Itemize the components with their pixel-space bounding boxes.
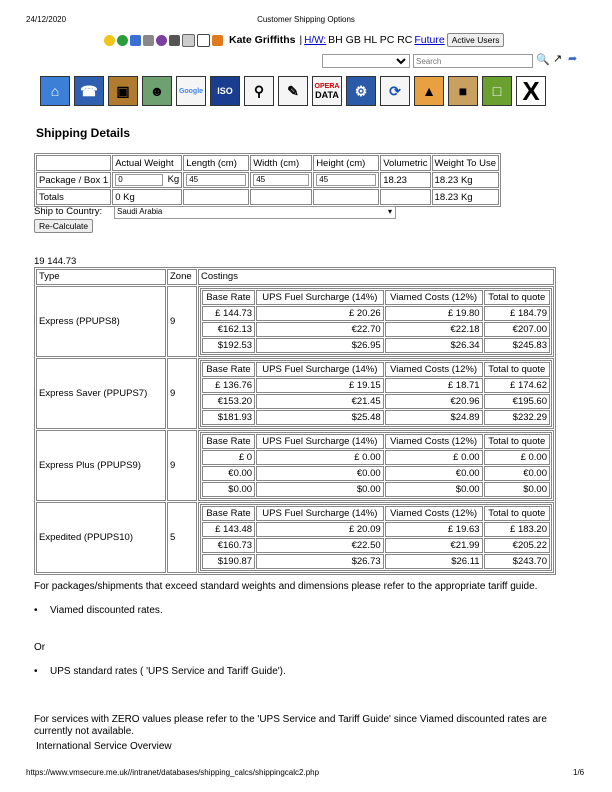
recalculate-button[interactable]: Re-Calculate bbox=[34, 219, 93, 233]
refresh-icon[interactable]: ⟳ bbox=[380, 76, 410, 106]
costing-value: €205.22 bbox=[484, 538, 550, 553]
service-type: Express Plus (PPUPS9) bbox=[36, 430, 166, 501]
package-icon[interactable] bbox=[212, 35, 223, 46]
costing-value: £ 184.79 bbox=[484, 306, 550, 321]
costing-value: €20.96 bbox=[385, 394, 483, 409]
close-icon[interactable]: X bbox=[516, 76, 546, 106]
service-row bbox=[36, 286, 554, 357]
costing-value: $192.53 bbox=[202, 338, 255, 353]
service-overview-heading: International Service Overview bbox=[36, 741, 172, 752]
costing-value: £ 19.15 bbox=[256, 378, 384, 393]
costing-value: €0.00 bbox=[484, 466, 550, 481]
book-icon[interactable]: □ bbox=[482, 76, 512, 106]
costing-header: Base Rate bbox=[202, 290, 255, 305]
costing-value: $26.73 bbox=[256, 554, 384, 569]
summary-line: 19 144.73 bbox=[34, 256, 77, 267]
costing-value: $24.89 bbox=[385, 410, 483, 425]
header-cell: Actual Weight bbox=[112, 155, 182, 171]
cost-table bbox=[34, 267, 556, 575]
bullet-ups: • UPS standard rates ( 'UPS Service and Tariff Guide'). bbox=[50, 666, 286, 677]
costing-value: €207.00 bbox=[484, 322, 550, 337]
weight-cell bbox=[112, 172, 182, 188]
user-name: Kate Griffiths bbox=[229, 34, 296, 46]
print-url: https://www.vmsecure.me.uk//intranet/databases/shipping_calcs/shippingcalc2.php bbox=[26, 768, 320, 777]
costing-header: Viamed Costs (12%) bbox=[385, 434, 483, 449]
site-codes: BH GB HL PC RC bbox=[328, 34, 413, 46]
volumetric-value: 18.23 bbox=[380, 172, 430, 188]
main-toolbar bbox=[40, 76, 546, 106]
weight-to-use-value: 18.23 Kg bbox=[432, 172, 499, 188]
costing-value: €160.73 bbox=[202, 538, 255, 553]
costing-header: UPS Fuel Surcharge (14%) bbox=[256, 506, 384, 521]
service-row bbox=[36, 502, 554, 573]
globe-icon[interactable] bbox=[117, 35, 128, 46]
costing-value: £ 20.09 bbox=[256, 522, 384, 537]
google-icon[interactable]: Google bbox=[176, 76, 206, 106]
costing-value: $181.93 bbox=[202, 410, 255, 425]
page-icon[interactable] bbox=[197, 34, 210, 47]
print-title: Customer Shipping Options bbox=[257, 15, 355, 24]
costing-row bbox=[202, 482, 550, 497]
costing-value: €22.18 bbox=[385, 322, 483, 337]
oversize-note: For packages/shipments that exceed standard weights and dimensions please refer to the appropriate tariff guide. bbox=[34, 581, 538, 592]
costing-value: €0.00 bbox=[385, 466, 483, 481]
costing-header: UPS Fuel Surcharge (14%) bbox=[256, 362, 384, 377]
costing-value: £ 174.62 bbox=[484, 378, 550, 393]
costing-value: £ 0.00 bbox=[484, 450, 550, 465]
country-select[interactable] bbox=[114, 206, 396, 219]
costing-value: €21.99 bbox=[385, 538, 483, 553]
costing-value: £ 0 bbox=[202, 450, 255, 465]
service-zone: 9 bbox=[167, 430, 197, 501]
box-icon[interactable]: ■ bbox=[448, 76, 478, 106]
phone-icon[interactable]: ☎ bbox=[74, 76, 104, 106]
costing-value: €0.00 bbox=[256, 466, 384, 481]
package-table bbox=[34, 153, 501, 207]
costing-value: £ 18.71 bbox=[385, 378, 483, 393]
costing-header: Total to quote bbox=[484, 362, 550, 377]
costing-row bbox=[202, 522, 550, 537]
costing-row bbox=[202, 394, 550, 409]
costing-row bbox=[202, 466, 550, 481]
home-icon[interactable]: ⌂ bbox=[40, 76, 70, 106]
picture-icon[interactable] bbox=[182, 34, 195, 47]
costing-value: £ 136.76 bbox=[202, 378, 255, 393]
header-cell: Height (cm) bbox=[313, 155, 379, 171]
weight-unit: Kg bbox=[167, 174, 180, 185]
search-input[interactable] bbox=[413, 54, 533, 68]
notepad-icon[interactable]: ✎ bbox=[278, 76, 308, 106]
service-zone: 5 bbox=[167, 502, 197, 573]
costing-value: $232.29 bbox=[484, 410, 550, 425]
costing-value: £ 19.63 bbox=[385, 522, 483, 537]
costing-header: Viamed Costs (12%) bbox=[385, 506, 483, 521]
header-cell: Volumetric bbox=[380, 155, 430, 171]
costing-header: Base Rate bbox=[202, 434, 255, 449]
or-text: Or bbox=[34, 642, 46, 653]
country-value: Saudi Arabia bbox=[117, 207, 163, 216]
costing-header: Total to quote bbox=[484, 506, 550, 521]
costing-value: $26.95 bbox=[256, 338, 384, 353]
tools-icon[interactable] bbox=[143, 35, 154, 46]
costing-row bbox=[202, 450, 550, 465]
costing-header: UPS Fuel Surcharge (14%) bbox=[256, 290, 384, 305]
user-icon[interactable] bbox=[156, 35, 167, 46]
costings-table bbox=[200, 288, 552, 355]
length-input[interactable]: 45 bbox=[186, 174, 246, 186]
data-label: DATA bbox=[315, 90, 339, 100]
service-zone: 9 bbox=[167, 286, 197, 357]
service-row bbox=[36, 430, 554, 501]
star-icon[interactable] bbox=[104, 35, 115, 46]
costing-value: €0.00 bbox=[202, 466, 255, 481]
costing-row bbox=[202, 306, 550, 321]
costing-value: €22.50 bbox=[256, 538, 384, 553]
zero-note: For services with ZERO values please refer to the 'UPS Service and Tariff Guide' since Viamed discounted rates are currently not available. bbox=[34, 714, 547, 737]
costing-value: $26.11 bbox=[385, 554, 483, 569]
costing-value: £ 144.73 bbox=[202, 306, 255, 321]
search-icon[interactable]: 🔍 bbox=[536, 54, 550, 66]
gears-icon[interactable]: ⚙ bbox=[346, 76, 376, 106]
service-type: Express (PPUPS8) bbox=[36, 286, 166, 357]
users-icon[interactable]: ☻ bbox=[142, 76, 172, 106]
bullet-viamed: • Viamed discounted rates. bbox=[50, 605, 163, 616]
ship-to-label: Ship to Country: bbox=[34, 206, 103, 217]
costing-header: Viamed Costs (12%) bbox=[385, 290, 483, 305]
width-input[interactable]: 45 bbox=[253, 174, 309, 186]
type-header: Type bbox=[36, 269, 166, 285]
weight-input[interactable]: 0 bbox=[115, 174, 163, 186]
opera-label: OPERA bbox=[314, 83, 340, 90]
costing-header: Base Rate bbox=[202, 362, 255, 377]
costing-value: $243.70 bbox=[484, 554, 550, 569]
costings-table bbox=[200, 432, 552, 499]
costings-table bbox=[200, 504, 552, 571]
external-link-icon[interactable]: ↗ bbox=[553, 53, 563, 65]
service-row bbox=[36, 358, 554, 429]
costing-value: £ 19.80 bbox=[385, 306, 483, 321]
costing-row bbox=[202, 378, 550, 393]
costing-value: $0.00 bbox=[202, 482, 255, 497]
user-bar: Kate Griffiths | H/W: BH GB HL PC RC Future Active Users bbox=[104, 33, 504, 47]
costing-header: Viamed Costs (12%) bbox=[385, 362, 483, 377]
costing-value: £ 20.26 bbox=[256, 306, 384, 321]
cash-register-icon[interactable]: ▣ bbox=[108, 76, 138, 106]
costing-value: $26.34 bbox=[385, 338, 483, 353]
costings-table bbox=[200, 360, 552, 427]
zone-header: Zone bbox=[167, 269, 197, 285]
row-label: Package / Box 1 bbox=[36, 172, 111, 188]
totals-weight: 0 Kg bbox=[112, 189, 182, 205]
active-users-button[interactable]: Active Users bbox=[447, 33, 505, 47]
send-icon[interactable] bbox=[130, 35, 141, 46]
costing-header: Total to quote bbox=[484, 434, 550, 449]
hw-link[interactable]: H/W: bbox=[304, 34, 327, 46]
service-zone: 9 bbox=[167, 358, 197, 429]
costing-row bbox=[202, 554, 550, 569]
costing-value: €195.60 bbox=[484, 394, 550, 409]
print-page: 1/6 bbox=[573, 768, 585, 777]
costing-row bbox=[202, 538, 550, 553]
service-type: Express Saver (PPUPS7) bbox=[36, 358, 166, 429]
header-cell: Width (cm) bbox=[250, 155, 312, 171]
costing-row bbox=[202, 410, 550, 425]
future-link[interactable]: Future bbox=[414, 34, 445, 46]
header-cell: Weight To Use bbox=[432, 155, 499, 171]
magnifier-icon[interactable]: ⚲ bbox=[244, 76, 274, 106]
opera-data-icon[interactable] bbox=[312, 76, 342, 106]
costings-header: Costings bbox=[198, 269, 554, 285]
costing-value: £ 0.00 bbox=[385, 450, 483, 465]
costing-value: $0.00 bbox=[484, 482, 550, 497]
costing-value: $0.00 bbox=[385, 482, 483, 497]
costing-value: £ 0.00 bbox=[256, 450, 384, 465]
logout-icon[interactable]: ➦ bbox=[568, 53, 578, 65]
totals-weight-to-use: 18.23 Kg bbox=[432, 189, 499, 205]
service-type: Expedited (PPUPS10) bbox=[36, 502, 166, 573]
height-input[interactable]: 45 bbox=[316, 174, 376, 186]
costing-value: £ 143.48 bbox=[202, 522, 255, 537]
costing-value: £ 183.20 bbox=[484, 522, 550, 537]
costing-header: Total to quote bbox=[484, 290, 550, 305]
costing-row bbox=[202, 322, 550, 337]
costing-header: Base Rate bbox=[202, 506, 255, 521]
chevron-down-icon: ▾ bbox=[387, 207, 392, 216]
costing-value: €153.20 bbox=[202, 394, 255, 409]
costing-value: €22.70 bbox=[256, 322, 384, 337]
costing-header: UPS Fuel Surcharge (14%) bbox=[256, 434, 384, 449]
costing-value: €162.13 bbox=[202, 322, 255, 337]
header-cell: Length (cm) bbox=[183, 155, 249, 171]
network-icon[interactable] bbox=[169, 35, 180, 46]
costing-value: €21.45 bbox=[256, 394, 384, 409]
iso-icon[interactable]: ISO bbox=[210, 76, 240, 106]
chart-icon[interactable]: ▲ bbox=[414, 76, 444, 106]
header-cell bbox=[36, 155, 111, 171]
print-date: 24/12/2020 bbox=[26, 15, 67, 24]
costing-row bbox=[202, 338, 550, 353]
costing-value: $190.87 bbox=[202, 554, 255, 569]
costing-value: $0.00 bbox=[256, 482, 384, 497]
page-title: Shipping Details bbox=[36, 126, 131, 140]
totals-label: Totals bbox=[36, 189, 111, 205]
costing-value: $245.83 bbox=[484, 338, 550, 353]
costing-value: $25.48 bbox=[256, 410, 384, 425]
site-select[interactable] bbox=[322, 54, 410, 68]
